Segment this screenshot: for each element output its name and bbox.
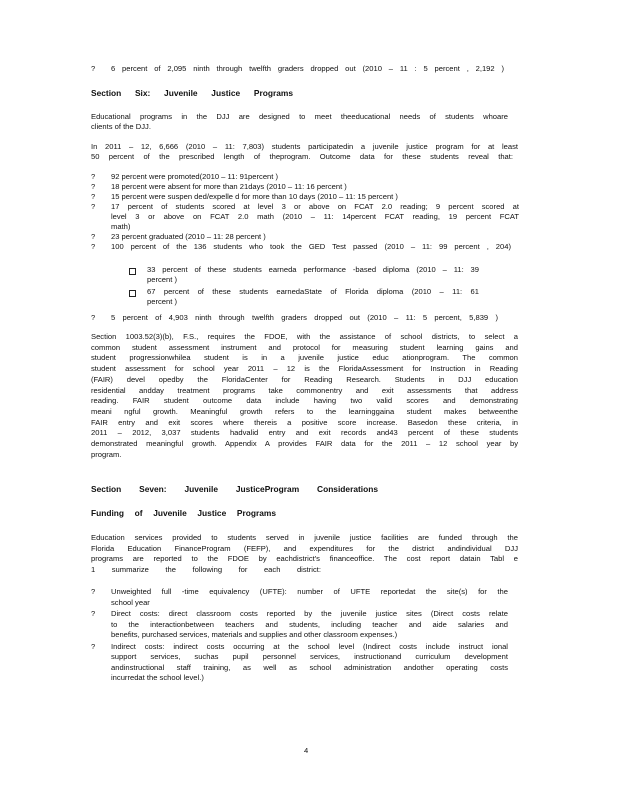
cost-bullet-line: Indirect costs: indirect costs occurring at the school level (Indirect costs include instruct ional [111,641,508,651]
funding-subheading: Funding of Juvenile Justice Programs [91,508,276,518]
outcome-bullet-line: 17 percent of students scored at level 3 or above on FCAT 2.0 reading; 9 percent scored at [111,202,519,211]
square-bullet-icon [129,268,136,275]
square-bullet-icon [129,290,136,297]
cost-bullet-line: benefits, purchased services, materials and supplies and other classroom expenses.) [111,630,398,639]
paragraph-line: FAIR entry and exit scores where thereis a positive score increase. Basedon these criteria, in [91,417,518,427]
cost-bullet-line: incurredat the school level.) [111,673,204,682]
cost-bullet-line: Unweighted full -time equivalency (UFTE): number of UFTE reportedat the site(s) for the [111,587,508,596]
bullet-mark: ? [91,641,96,651]
paragraph-line: student assessment for school year 2011 – 12 is the FloridaAssessment for Instruction in Reading [91,364,518,374]
paragraph-line: common student assessment instrument and protocol for measuring student learning gains and [91,342,518,352]
bullet-mark: ? [91,587,96,596]
bullet-mark: ? [91,182,96,191]
paragraph-line: student progressionwhilea student is in a juvenile justice educ ationprogram. The common [91,353,518,363]
top-bullet-text: 6 percent of 2,095 ninth through twelfth graders dropped out (2010 – 11 : 5 percent , 2,192 ) [111,64,504,73]
paragraph-line: meani ngful growth. Meaningful growth refers to the learninggaina student makes betweenthe [91,406,518,416]
dropout-bullet-text: 5 percent of 4,903 ninth through twelfth graders dropped out (2010 – 11: 5 percent, 5,839 ) [111,313,498,322]
paragraph-line: 2011 – 2012, 3,037 students hadvalid entry and exit records and43 percent of these students [91,428,518,438]
paragraph-line: programs are reported to the FDOE by eachdistrict's financeoffice. The cost report datain Tabl e [91,554,518,564]
cost-bullet-line: to the interactionbetween teachers and students, including teacher and aide salaries and [111,619,508,629]
diploma-sub-bullet-line: 33 percent of these students earneda performance -based diploma (2010 – 11: 39 [147,265,479,274]
cost-bullet-line: Direct costs: direct classroom costs reported by the juvenile justice sites (Direct costs relate [111,609,508,618]
cost-bullet-line: support services, suchas pupil personnel services, instructionand curriculum development [111,652,508,661]
outcome-bullet-line: 18 percent were absent for more than 21days (2010 – 11: 16 percent ) [111,182,347,191]
outcome-bullet-line: math) [111,222,131,231]
diploma-sub-bullet-line: 67 percent of these students earnedaState of Florida diploma (2010 – 11: 61 [147,287,479,296]
cost-bullet-line: andinstructional staff training, as well as school administration andother operating costs [111,662,508,672]
page-number: 4 [304,746,309,755]
paragraph-line: Florida Education FinanceProgram (FEFP), and expenditures for the district andindividual DJJ [91,543,518,553]
bullet-mark: ? [91,313,96,322]
paragraph-line: program. [91,449,122,459]
bullet-mark: ? [91,609,96,618]
bullet-mark: ? [91,232,96,241]
paragraph-line: demonstrated meaningful growth. Appendix A provides FAIR data for the 2011 – 12 school year by [91,439,518,448]
section-six-intro-line: clients of the DJJ. [91,122,151,131]
paragraph-line: Section 1003.52(3)(b), F.S., requires the FDOE, with the assistance of school districts, to select a [91,332,518,341]
bullet-mark: ? [91,64,96,73]
paragraph-line: reading. FAIR student outcome data include having two valid scores and demonstrating [91,396,518,406]
section-six-stat-line: 50 percent of the prescribed length of theprogram. Outcome data for these students reveal that: [91,152,513,161]
outcome-bullet-line: 92 percent were promoted(2010 – 11: 91percent ) [111,172,279,181]
bullet-mark: ? [91,202,96,211]
outcome-bullet-line: 15 percent were suspen ded/expelle d for more than 10 days (2010 – 11: 15 percent ) [111,192,398,201]
outcome-bullet-line: level 3 or above on FCAT 2.0 math (2010 – 11: 14percent FCAT reading, 19 percent FCAT [111,212,519,221]
diploma-sub-bullet-line: percent ) [147,297,177,306]
section-seven-heading: Section Seven: Juvenile JusticeProgram Considerations [91,484,378,494]
diploma-sub-bullet-line: percent ) [147,275,177,284]
paragraph-line: 1 summarize the following for each district: [91,565,321,575]
section-six-intro-line: Educational programs in the DJJ are designed to meet theeducational needs of students whoare [91,112,508,121]
outcome-bullet-line: 100 percent of the 136 students who took the GED Test passed (2010 – 11: 99 percent , 204) [111,242,511,251]
paragraph-line: (FAIR) devel opedby the FloridaCenter for Reading Research. Students in DJJ education [91,374,518,384]
bullet-mark: ? [91,192,96,201]
cost-bullet-line: school year [111,597,150,607]
paragraph-line: Education services provided to students served in juvenile justice facilities are funded through the [91,533,518,542]
bullet-mark: ? [91,242,96,251]
bullet-mark: ? [91,172,96,181]
section-six-heading: Section Six: Juvenile Justice Programs [91,88,293,98]
outcome-bullet-line: 23 percent graduated (2010 – 11: 28 percent ) [111,232,266,241]
section-six-stat-line: In 2011 – 12, 6,666 (2010 – 11: 7,803) students participatedin a juvenile justice program for at least [91,142,518,151]
paragraph-line: residential andday treatment programs take commonentry and exit assessments that address [91,385,518,395]
